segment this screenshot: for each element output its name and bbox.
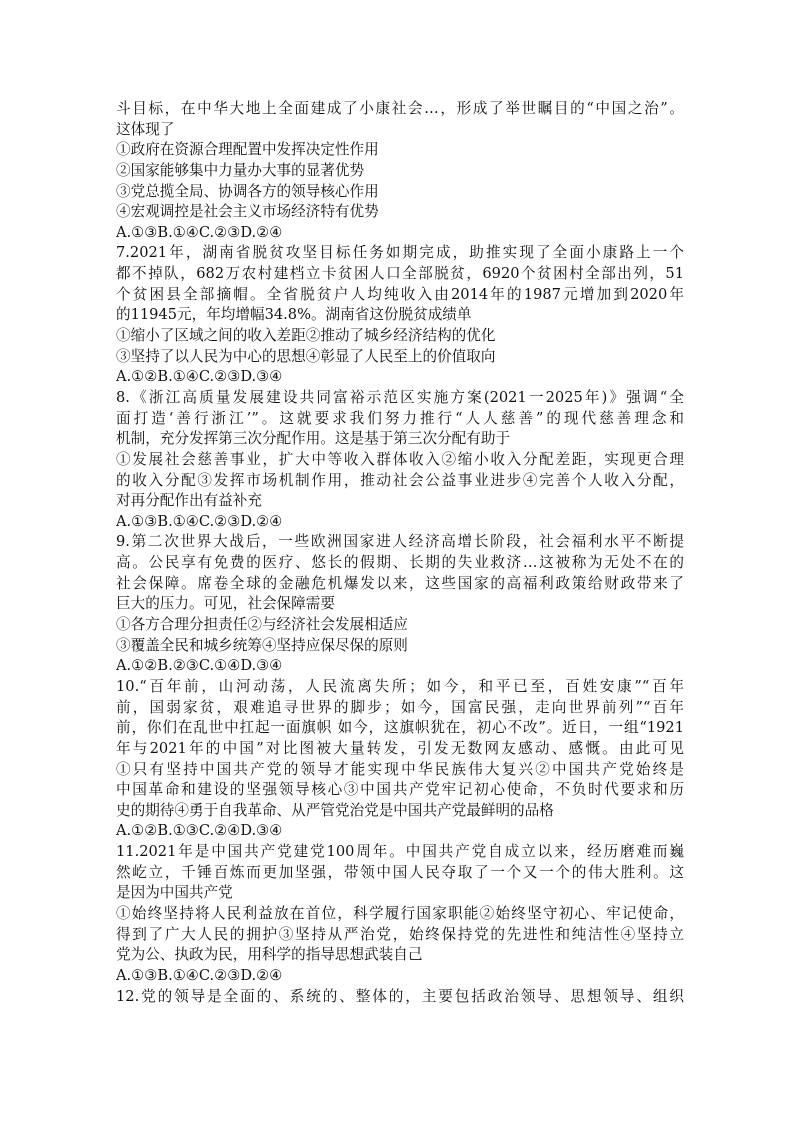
text-line: 9.第二次世界大战后，一些欧洲国家进人经济高增长阶段，社会福利水平不断提 xyxy=(116,533,684,551)
text-line: 前，国弱家贫，艰难追寻世界的脚步；如今，国富民强，走向世界前列”“百年 xyxy=(116,698,684,716)
text-line: 都不掉队，682万农村建档立卡贫困人口全部脱贫，6920个贫困村全部出列，51 xyxy=(116,265,684,283)
text-line: A.①②B.②③C.①④D.③④ xyxy=(116,657,283,675)
text-line: 高。公民享有免费的医疗、悠长的假期、长期的失业救济…这被称为无处不在的 xyxy=(116,554,684,572)
text-line: 得到了广大人民的拥护③坚持从严治党，始终保持党的先进性和纯洁性④坚持立 xyxy=(116,925,684,943)
text-line: A.①②B.①③C.②④D.③④ xyxy=(116,822,283,840)
document-page xyxy=(116,99,684,1007)
text-line: ①政府在资源合理配置中发挥决定性作用 xyxy=(116,141,379,159)
text-line: ③覆盖全民和城乡统筹④坚持应保尽保的原则 xyxy=(116,636,408,654)
text-line: A.①③B.①④C.②③D.②④ xyxy=(116,512,283,530)
text-line: 前，你们在乱世中扛起一面旗帜 如今，这旗帜犹在，初心不改”。近日，一组“1921 xyxy=(116,719,684,737)
text-line: 7.2021年，湖南省脱贫攻坚目标任务如期完成，助推实现了全面小康路上一个 xyxy=(116,244,684,262)
text-line: ②国家能够集中力量办大事的显著优势 xyxy=(116,161,365,179)
text-line: 是因为中国共产党 xyxy=(116,884,233,902)
text-line: 面打造‘善行浙江’”。这就要求我们努力推行“人人慈善”的现代慈善理念和 xyxy=(116,409,684,427)
text-line: 8.《浙江高质量发展建设共同富裕示范区实施方案(2021一2025年)》强调“全 xyxy=(116,388,684,406)
text-line: 中国革命和建设的坚强领导核心③中国共产党牢记初心使命，不负时代要求和历 xyxy=(116,781,684,799)
text-line: ③坚持了以人民为中心的思想④彰显了人民至上的价值取向 xyxy=(116,347,496,365)
text-line: 党为公、执政为民，用科学的指导思想武装自己 xyxy=(116,946,423,964)
text-line: ①缩小了区域之间的收入差距②推动了城乡经济结构的优化 xyxy=(116,327,496,345)
text-line: 巨大的压力。可见，社会保障需要 xyxy=(116,595,335,613)
text-line: 11.2021年是中国共产党建党100周年。中国共产党自成立以来，经历磨难而巍 xyxy=(116,843,684,861)
text-line: 这体现了 xyxy=(116,120,175,138)
text-line: 的收入分配③发挥市场机制作用，推动社会公益事业进步④完善个人收入分配， xyxy=(116,471,684,489)
text-line: ④宏观调控是社会主义市场经济特有优势 xyxy=(116,203,379,221)
text-line: A.①③B.①④C.②③D.②④ xyxy=(116,966,283,984)
text-line: 10.“百年前，山河动荡，人民流离失所；如今，和平已至，百姓安康”“百年 xyxy=(116,677,684,695)
text-line: ①始终坚持将人民利益放在首位，科学履行国家职能②始终坚守初心、牢记使命， xyxy=(116,904,684,922)
text-line: A.①②B.①④C.②③D.③④ xyxy=(116,368,283,386)
text-line: 斗目标，在中华大地上全面建成了小康社会…，形成了举世瞩目的“中国之治”。 xyxy=(116,100,684,117)
text-line: 年与2021年的中国”对比图被大量转发，引发无数网友感动、感慨。由此可见 xyxy=(116,739,684,757)
text-line: 史的期待④勇于自我革命、从严管党治党是中国共产党最鲜明的品格 xyxy=(116,801,554,819)
text-line: ①只有坚持中国共产党的领导才能实现中华民族伟大复兴②中国共产党始终是 xyxy=(116,760,684,778)
text-line: 12.党的领导是全面的、系统的、整体的，主要包括政治领导、思想领导、组织 xyxy=(116,987,684,1005)
text-line: ③党总揽全局、协调各方的领导核心作用 xyxy=(116,182,379,200)
text-line: 的11945元，年均增幅34.8%。湖南省这份脱贫成绩单 xyxy=(116,306,472,324)
text-line: 对再分配作出有益补充 xyxy=(116,492,262,510)
text-line: A.①③B.①④C.②③D.②④ xyxy=(116,223,283,241)
text-line: ①各方合理分担责任②与经济社会发展相适应 xyxy=(116,616,408,634)
text-line: 机制，充分发挥第三次分配作用。这是基于第三次分配有助于 xyxy=(116,430,511,448)
text-line: 个贫困县全部摘帽。全省脱贫户人均纯收入由2014年的1987元增加到2020年 xyxy=(116,285,684,303)
text-line: ①发展社会慈善事业，扩大中等收入群体收入②缩小收入分配差距，实现更合理 xyxy=(116,450,684,468)
text-line: 然屹立，千锤百炼而更加坚强，带领中国人民夺取了一个又一个的伟大胜利。这 xyxy=(116,863,684,881)
text-line: 社会保障。席卷全球的金融危机爆发以来，这些国家的高福利政策给财政带来了 xyxy=(116,574,684,592)
